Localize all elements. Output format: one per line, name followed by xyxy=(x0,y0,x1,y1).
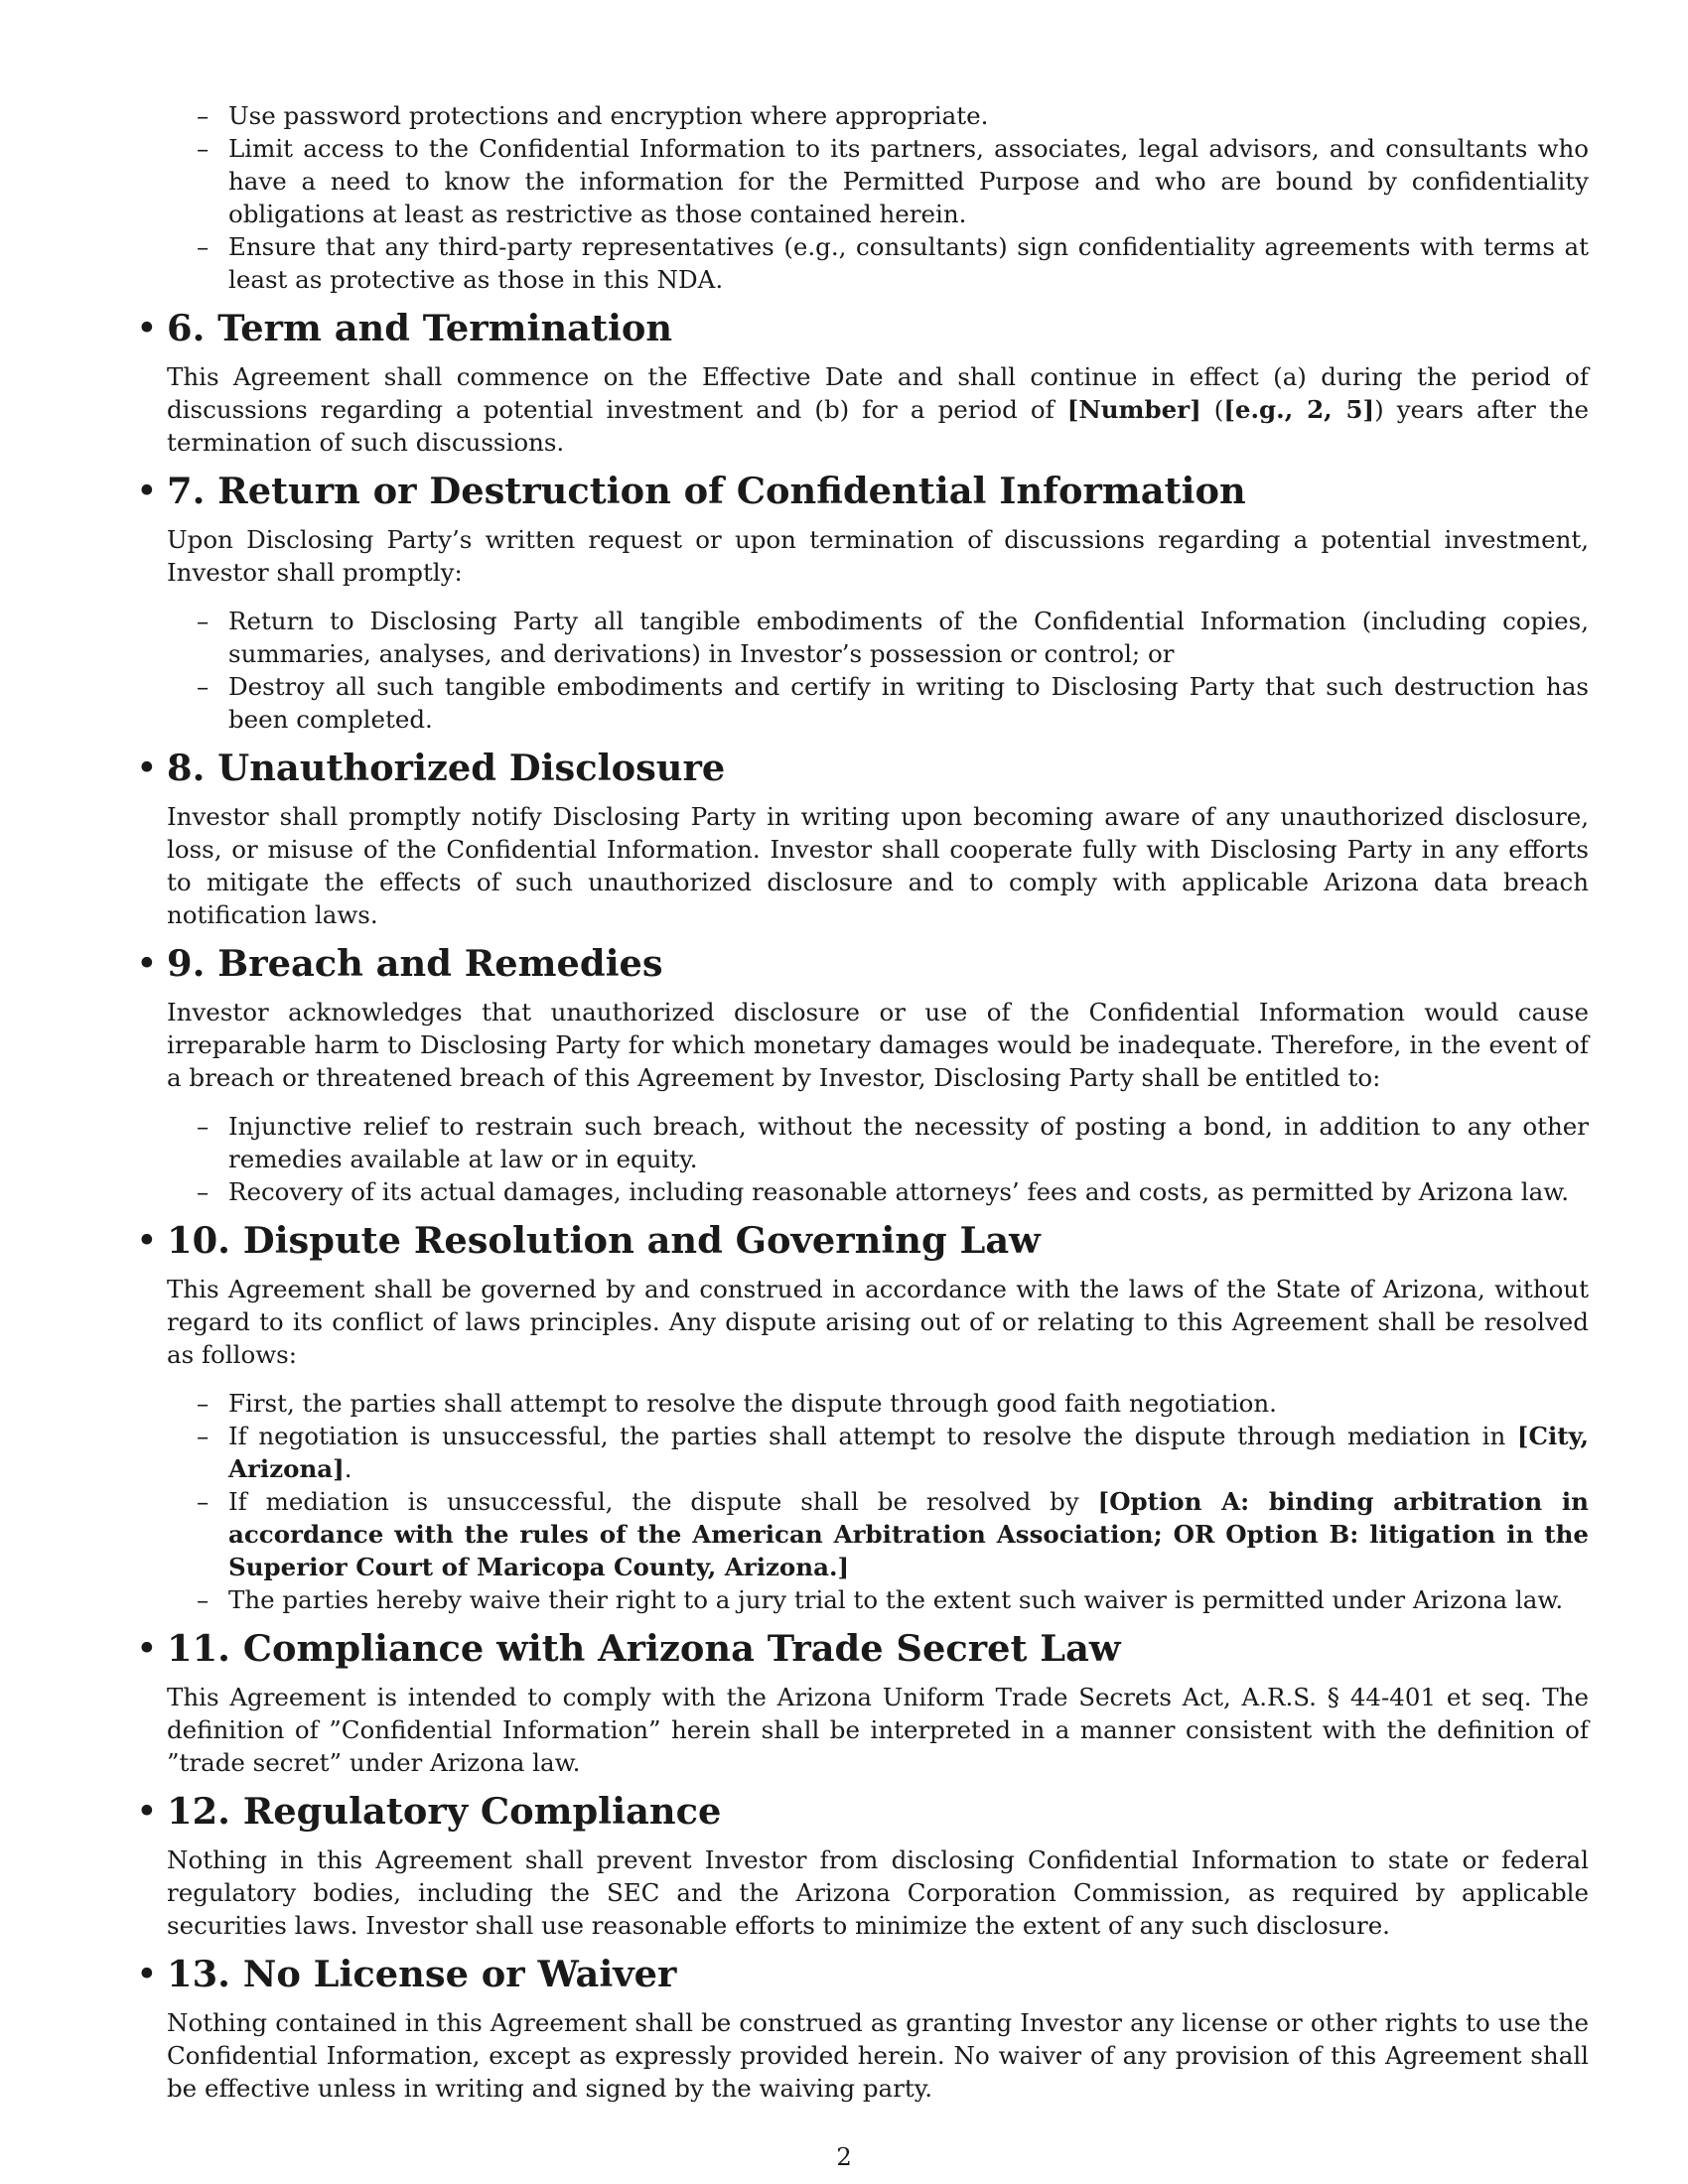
section-heading xyxy=(136,941,1589,985)
section-paragraph: This Agreement is intended to comply with the Arizona Uniform Trade Secrets Act, A.R.S. § 44-401 et seq. The definition of ”Confidential Information” herein shall be interpreted in a manner consistent with the definition of ”trade secret” under Arizona law. xyxy=(167,1683,1589,1777)
bullet-icon: • xyxy=(136,1219,158,1262)
section-heading xyxy=(136,1789,1589,1833)
list-item-text: . xyxy=(344,1454,352,1483)
paragraph-text: This Agreement shall commence on the Effective Date and shall continue in effect (a) during the period of discussions regarding a potential investment and (b) for a period of xyxy=(167,362,1589,424)
section-heading xyxy=(136,1218,1589,1262)
bullet-icon: • xyxy=(136,942,158,985)
section-trade-secret xyxy=(136,1626,1589,1779)
list-item: – Injunctive relief to restrain such breach, without the necessity of posting a bond, in addition to any other remedies available at law or in equity. xyxy=(167,1110,1589,1175)
section-heading-text: 12. Regulatory Compliance xyxy=(167,1789,722,1833)
section-paragraph: Investor acknowledges that unauthorized disclosure or use of the Confidential Information would cause irreparable harm to Disclosing Party for which monetary damages would be inadequate. Therefore, in the event of a breach or threatened breach of this Agreement by Investor, Disclosing Party shall be entitled to: xyxy=(167,998,1589,1092)
bullet-icon: • xyxy=(136,1953,158,1995)
section-heading xyxy=(136,1952,1589,1995)
page-number: 2 xyxy=(836,2142,852,2171)
list-item: – Use password protections and encryption where appropriate. xyxy=(167,99,1589,132)
list-item: – The parties hereby waive their right to a jury trial to the extent such waiver is permitted under Arizona law. xyxy=(167,1583,1589,1616)
list-item: – First, the parties shall attempt to resolve the dispute through good faith negotiation. xyxy=(167,1387,1589,1420)
bullet-icon: • xyxy=(136,1627,158,1670)
section-paragraph xyxy=(167,360,1589,459)
sub-list xyxy=(167,605,1589,736)
bullet-icon: • xyxy=(136,747,158,789)
list-item-text: If mediation is unsuccessful, the dispute shall be resolved by xyxy=(228,1487,1098,1516)
section-dispute-resolution xyxy=(136,1218,1589,1616)
section-paragraph: Nothing in this Agreement shall prevent Investor from disclosing Confidential Information to state or federal regulatory bodies, including the SEC and the Arizona Corporation Commission, as required by applicable securities laws. Investor shall use reasonable efforts to minimize the extent of any such disclosure. xyxy=(167,1845,1589,1940)
section-heading-text: 8. Unauthorized Disclosure xyxy=(167,746,726,789)
placeholder-option: [Option A: binding arbitration in accordance with the rules of the American Arbitration Association; OR Option B: litigation in the Superior Court of Maricopa County, Arizona.] xyxy=(228,1487,1589,1581)
section-paragraph: Upon Disclosing Party’s written request or upon termination of discussions regarding a potential investment, Investor shall promptly: xyxy=(167,525,1589,587)
list-item: – Return to Disclosing Party all tangible embodiments of the Confidential Information (including copies, summaries, analyses, and derivations) in Investor’s possession or control; or xyxy=(167,605,1589,670)
list-item: – Destroy all such tangible embodiments and certify in writing to Disclosing Party that such destruction has been completed. xyxy=(167,670,1589,736)
placeholder-example: [e.g., 2, 5] xyxy=(1223,395,1375,424)
section-heading xyxy=(136,306,1589,349)
section-heading-text: 7. Return or Destruction of Confidential Information xyxy=(167,469,1246,512)
section-regulatory-compliance xyxy=(136,1789,1589,1942)
section-unauthorized-disclosure xyxy=(136,746,1589,931)
section-no-license-waiver xyxy=(136,1952,1589,2105)
section-heading-text: 6. Term and Termination xyxy=(167,306,673,349)
section-heading-text: 13. No License or Waiver xyxy=(167,1952,677,1995)
section-term-termination xyxy=(136,306,1589,459)
list-item-text: If negotiation is unsuccessful, the parties shall attempt to resolve the dispute through mediation in xyxy=(228,1422,1517,1450)
list-item: – Recovery of its actual damages, including reasonable attorneys’ fees and costs, as permitted by Arizona law. xyxy=(167,1175,1589,1208)
list-item xyxy=(167,1485,1589,1583)
placeholder-city: [City, Arizona] xyxy=(228,1422,1589,1483)
section-paragraph: This Agreement shall be governed by and construed in accordance with the laws of the State of Arizona, without regard to its conflict of laws principles. Any dispute arising out of or relating to this Agreement shall be resolved as follows: xyxy=(167,1275,1589,1369)
section-heading xyxy=(136,746,1589,789)
section-heading-text: 11. Compliance with Arizona Trade Secret Law xyxy=(167,1626,1121,1670)
list-item: – Ensure that any third-party representatives (e.g., consultants) sign confidentiality agreements with terms at least as protective as those in this NDA. xyxy=(167,230,1589,296)
security-measures-list xyxy=(167,99,1589,296)
bullet-icon: • xyxy=(136,307,158,349)
section-paragraph: Nothing contained in this Agreement shall be construed as granting Investor any license or other rights to use the Confidential Information, except as expressly provided herein. No waiver of any provision of this Agreement shall be effective unless in writing and signed by the waiving party. xyxy=(167,2008,1589,2103)
bullet-icon: • xyxy=(136,470,158,512)
list-item: – Limit access to the Confidential Information to its partners, associates, legal advisors, and consultants who have a need to know the information for the Permitted Purpose and who are bound by confidentiality obligations at least as restrictive as those contained herein. xyxy=(167,132,1589,230)
paragraph-text: ( xyxy=(1200,395,1224,424)
page-content xyxy=(136,99,1589,2105)
section-heading xyxy=(136,1626,1589,1670)
section-heading xyxy=(136,469,1589,512)
section-heading-text: 9. Breach and Remedies xyxy=(167,941,663,985)
placeholder-number: [Number] xyxy=(1066,395,1201,424)
section-breach-remedies xyxy=(136,941,1589,1208)
section-heading-text: 10. Dispute Resolution and Governing Law xyxy=(167,1218,1041,1262)
bullet-icon: • xyxy=(136,1790,158,1833)
section-return-destruction xyxy=(136,469,1589,736)
list-item xyxy=(167,1420,1589,1485)
sub-list xyxy=(167,1110,1589,1208)
sub-list xyxy=(167,1387,1589,1616)
section-paragraph: Investor shall promptly notify Disclosing Party in writing upon becoming aware of any unauthorized disclosure, loss, or misuse of the Confidential Information. Investor shall cooperate fully with Disclosing Party in any efforts to mitigate the effects of such unauthorized disclosure and to comply with applicable Arizona data breach notification laws. xyxy=(167,802,1589,929)
paragraph-text: ) years after the termination of such discussions. xyxy=(167,395,1589,457)
